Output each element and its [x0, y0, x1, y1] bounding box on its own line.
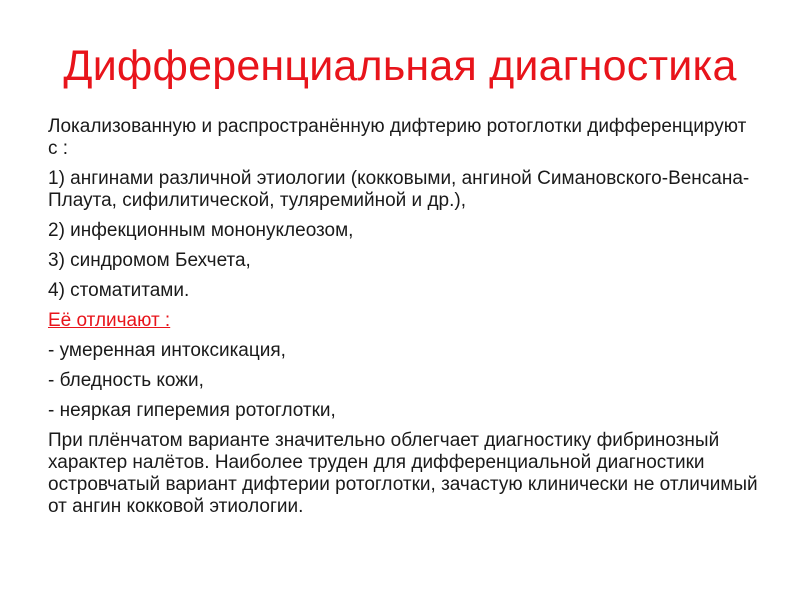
distinguishing-heading-text: Её отличают :: [48, 310, 171, 331]
feature-pale-skin: - бледность кожи,: [48, 370, 204, 391]
list-item-mononucleosis: 2) инфекционным мононуклеозом,: [48, 220, 354, 241]
feature-hyperemia: - неяркая гиперемия ротоглотки,: [48, 400, 336, 421]
distinguishing-heading: [48, 310, 760, 332]
feature-intoxication: - умеренная интоксикация,: [48, 340, 286, 361]
slide-title: Дифференциальная диагностика: [63, 42, 737, 90]
list-item-behcet: 3) синдромом Бехчета,: [48, 250, 251, 271]
intro-paragraph: Локализованную и распространённую дифтерию ротоглотки дифференцируют с :: [48, 116, 747, 159]
list-item-stomatitis: 4) стоматитами.: [48, 280, 190, 301]
conclusion-paragraph: При плёнчатом варианте значительно облегчает диагностику фибринозный характер налётов. Наиболее труден для дифференциальной диагностики островчатый вариант дифтерии ротоглотки, зачастую клинически не отличимый от ангин кокковой этиологии.: [48, 430, 758, 517]
slide-body: [48, 116, 760, 526]
list-item-anginas: 1) ангинами различной этиологии (кокковыми, ангиной Симановского-Венсана-Плаута, сифилитической, туляремийной и др.),: [48, 168, 750, 211]
